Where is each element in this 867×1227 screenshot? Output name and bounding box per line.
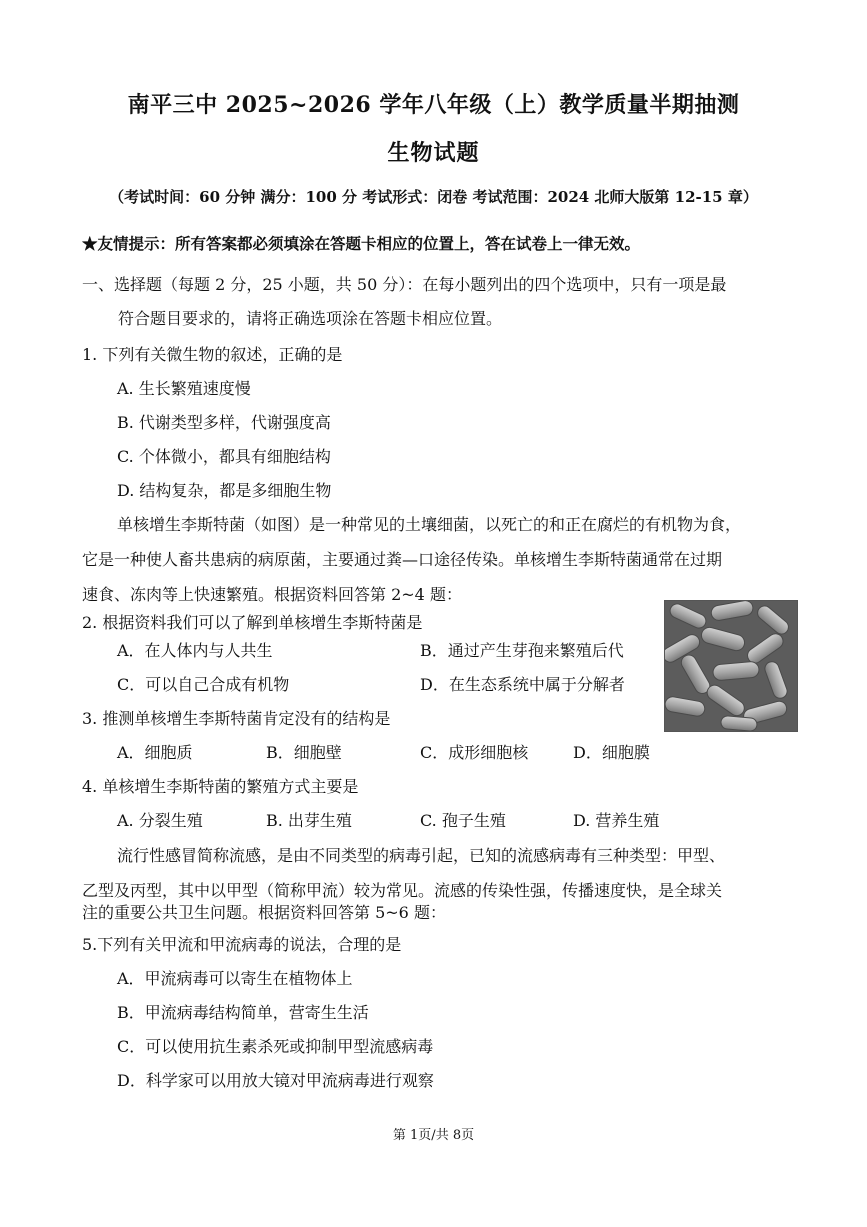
q3-stem: 3. 推测单核增生李斯特菌肯定没有的结构是 (82, 709, 391, 728)
friendly-tip: ★友情提示：所有答案都必须填涂在答题卡相应的位置上，答在试卷上一律无效。 (82, 234, 641, 253)
q3-option-c: C．成形细胞核 (420, 743, 529, 762)
passage1-line: 它是一种使人畜共患病的病原菌，主要通过粪—口途径传染。单核增生李斯特菌通常在过期 (82, 550, 723, 569)
q3-option-a: A．细胞质 (117, 743, 193, 762)
q5-stem: 5.下列有关甲流和甲流病毒的说法，合理的是 (82, 935, 402, 954)
exam-subtitle: 生物试题 (387, 140, 480, 166)
section-heading-cont: 符合题目要求的，请将正确选项涂在答题卡相应位置。 (118, 309, 503, 328)
q1-stem: 1. 下列有关微生物的叙述，正确的是 (82, 345, 343, 364)
q1-option-d: D. 结构复杂，都是多细胞生物 (117, 481, 332, 500)
q2-option-a: A．在人体内与人共生 (117, 641, 273, 660)
q4-option-a: A. 分裂生殖 (117, 811, 203, 830)
q4-option-b: B. 出芽生殖 (266, 811, 352, 830)
q5-option-a: A．甲流病毒可以寄生在植物体上 (117, 969, 353, 988)
q5-option-b: B．甲流病毒结构简单，营寄生生活 (117, 1003, 369, 1022)
q4-stem: 4. 单核增生李斯特菌的繁殖方式主要是 (82, 777, 359, 796)
q2-option-d: D．在生态系统中属于分解者 (420, 675, 625, 694)
section-heading: 一、选择题（每题 2 分，25 小题，共 50 分）：在每小题列出的四个选项中，只有一项是最 (82, 275, 727, 294)
q2-stem: 2. 根据资料我们可以了解到单核增生李斯特菌是 (82, 613, 423, 632)
q4-option-d: D. 营养生殖 (573, 811, 660, 830)
listeria-micrograph (664, 600, 798, 732)
q2-option-b: B．通过产生芽孢来繁殖后代 (420, 641, 624, 660)
q1-option-c: C. 个体微小，都具有细胞结构 (117, 447, 331, 466)
q1-option-b: B. 代谢类型多样，代谢强度高 (117, 413, 331, 432)
bacteria-image (665, 601, 797, 731)
q1-option-a: A. 生长繁殖速度慢 (117, 379, 251, 398)
passage2-line: 乙型及丙型，其中以甲型（简称甲流）较为常见。流感的传染性强，传播速度快，是全球关 (82, 881, 723, 900)
q5-option-d: D．科学家可以用放大镜对甲流病毒进行观察 (117, 1071, 434, 1090)
q4-option-c: C. 孢子生殖 (420, 811, 506, 830)
exam-info: （考试时间：60 分钟 满分：100 分 考试形式：闭卷 考试范围：2024 北师大版第 12-15 章） (109, 188, 758, 206)
passage1-line: 速食、冻肉等上快速繁殖。根据资料回答第 2~4 题： (82, 585, 462, 604)
passage2-line: 注的重要公共卫生问题。根据资料回答第 5~6 题： (82, 903, 446, 922)
page-number: 第 1页/共 8页 (392, 1128, 475, 1143)
q2-option-c: C．可以自己合成有机物 (117, 675, 290, 694)
passage2-line: 流行性感冒简称流感，是由不同类型的病毒引起，已知的流感病毒有三种类型：甲型、 (117, 846, 726, 865)
q3-option-d: D．细胞膜 (573, 743, 650, 762)
q3-option-b: B．细胞壁 (266, 743, 342, 762)
exam-title: 南平三中 2025~2026 学年八年级（上）教学质量半期抽测 (127, 92, 740, 118)
q5-option-c: C．可以使用抗生素杀死或抑制甲型流感病毒 (117, 1037, 434, 1056)
passage1-line: 单核增生李斯特菌（如图）是一种常见的土壤细菌，以死亡的和正在腐烂的有机物为食， (117, 515, 742, 534)
